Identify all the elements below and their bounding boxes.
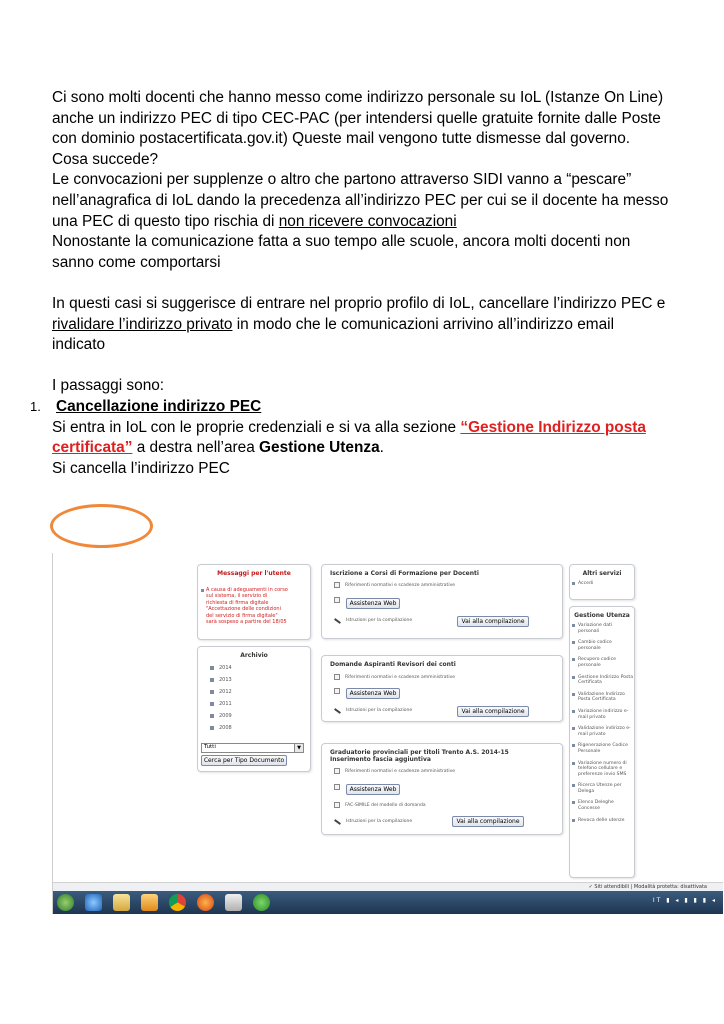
bullet-icon	[572, 676, 575, 679]
archive-year-label: 2012	[219, 689, 232, 695]
facsimile-link[interactable]	[334, 802, 426, 808]
link-label: Istruzioni per la compilazione	[346, 708, 413, 713]
menu-item[interactable]	[570, 783, 634, 794]
document-icon	[334, 768, 340, 774]
menu-item-label: Variazione indirizzo e-mail privato	[578, 708, 629, 720]
bullet-icon	[210, 690, 214, 694]
bullet-icon	[572, 784, 575, 787]
menu-item[interactable]	[570, 657, 634, 668]
archive-year[interactable]	[202, 665, 232, 677]
messages-title: Messaggi per l'utente	[217, 570, 291, 577]
archive-year[interactable]	[202, 713, 232, 725]
text-line: indicato	[52, 336, 106, 354]
text-line: con dominio postacertificata.gov.it) Queste mail vengono tutte dismesse dal governo.	[52, 130, 631, 148]
menu-item-label: Revoca delle utenze	[578, 817, 625, 823]
bullet-icon	[572, 727, 575, 730]
archive-title: Archivio	[240, 652, 268, 659]
archive-panel	[197, 646, 311, 772]
archive-year-label: 2008	[219, 725, 232, 731]
internet-explorer-icon[interactable]	[85, 894, 102, 911]
assistenza-web-button[interactable]: Assistenza Web	[346, 784, 400, 795]
outlook-icon[interactable]	[141, 894, 158, 911]
regulations-link[interactable]	[334, 674, 455, 680]
help-icon	[334, 688, 340, 694]
archive-year[interactable]	[202, 725, 232, 737]
underlined-text: rivalidare l’indirizzo privato	[52, 315, 233, 333]
text-line	[52, 438, 682, 459]
auditors-panel	[321, 655, 563, 722]
language-indicator[interactable]: IT	[652, 897, 663, 904]
link-label: Istruzioni per la compilazione	[346, 819, 413, 824]
regulations-link[interactable]	[334, 768, 455, 774]
panel-title: Graduatorie provinciali per titoli Trento A.S. 2014-15 Inserimento fascia aggiuntiva	[330, 749, 509, 763]
menu-item-pec-management[interactable]	[570, 675, 634, 686]
menu-item-label: Cambio codice personale	[578, 640, 612, 651]
bold-text: Gestione Utenza	[259, 439, 380, 457]
bullet-icon	[210, 666, 214, 670]
menu-item[interactable]	[570, 640, 634, 651]
step-title: Cancellazione indirizzo PEC	[56, 397, 262, 415]
text-line: Nonostante la comunicazione fatta a suo tempo alle scuole, ancora molti docenti non	[52, 233, 631, 251]
text-line: Le convocazioni per supplenze o altro che partono attraverso SIDI vanno a “pescare”	[52, 171, 632, 189]
text-line: sanno come comportarsi	[52, 253, 221, 271]
instructions-link[interactable]	[334, 708, 412, 713]
assistenza-web-button[interactable]: Assistenza Web	[346, 688, 400, 699]
assistenza-web-button[interactable]: Assistenza Web	[346, 598, 400, 609]
archive-year-label: 2014	[219, 665, 232, 671]
underlined-text: non ricevere convocazioni	[278, 212, 457, 230]
menu-item-label: Validazione indirizzo e-mail privato	[578, 726, 631, 737]
link-label: Riferimenti normativi e scadenze amministrative	[345, 674, 456, 680]
text-line: Cosa succede?	[52, 150, 159, 168]
menu-item[interactable]	[570, 726, 634, 737]
pencil-icon	[334, 618, 341, 624]
chevron-down-icon[interactable]: ▼	[294, 744, 303, 752]
select-value: Tutti	[204, 744, 216, 750]
bullet-icon	[572, 710, 575, 713]
link-label: Istruzioni per la compilazione	[346, 618, 413, 623]
menu-item-label: Validazione Indirizzo Posta Certificata	[578, 691, 625, 703]
text-line: In questi casi si suggerisce di entrare nel proprio profilo di IoL, cancellare l’indirizzo PEC e	[52, 294, 666, 312]
text-line: Si cancella l’indirizzo PEC	[52, 459, 230, 477]
instructions-link[interactable]	[334, 819, 412, 824]
menu-item-label: Elenco Deleghe Concesse	[578, 800, 614, 812]
link-label: Accedi	[578, 581, 594, 586]
bullet-icon	[210, 678, 214, 682]
other-services-panel	[569, 564, 635, 600]
text-line	[52, 315, 682, 336]
rankings-panel	[321, 743, 563, 835]
step-heading	[30, 397, 682, 418]
bullet-icon	[210, 702, 214, 706]
panel-title: Iscrizione a Corsi di Formazione per Docenti	[330, 570, 479, 577]
archive-year[interactable]	[202, 701, 232, 713]
archive-year-label: 2009	[219, 713, 232, 719]
menu-item[interactable]	[570, 709, 634, 720]
bullet-icon	[572, 819, 575, 822]
text-line	[52, 212, 682, 233]
embedded-screenshot	[52, 553, 722, 914]
file-explorer-icon[interactable]	[113, 894, 130, 911]
menu-item[interactable]	[570, 800, 634, 811]
archive-list	[202, 665, 232, 737]
bullet-icon	[572, 658, 575, 661]
menu-item-label: Variazione dati personali	[578, 623, 613, 634]
menu-item[interactable]	[570, 743, 634, 754]
regulations-link[interactable]	[334, 582, 455, 588]
bullet-icon	[572, 582, 575, 585]
panel-title: Gestione Utenza	[574, 612, 630, 619]
document-icon	[334, 802, 340, 808]
menu-item[interactable]	[570, 818, 634, 824]
search-by-type-button[interactable]: Cerca per Tipo Documento	[201, 755, 287, 766]
help-icon	[334, 597, 340, 603]
bullet-icon	[572, 641, 575, 644]
pencil-icon	[334, 708, 341, 714]
help-icon	[334, 784, 340, 790]
menu-item-label: Variazione numero di telefono cellulare e preferenze invio SMS	[578, 760, 627, 777]
text-span: .	[379, 439, 384, 457]
menu-item-label: Rigenerazione Codice Personale	[578, 743, 628, 754]
bullet-icon	[210, 726, 214, 730]
text-span: in modo che le comunicazioni arrivino all’indirizzo email	[232, 315, 614, 333]
pencil-icon	[334, 819, 341, 825]
bullet-icon	[572, 744, 575, 747]
bullet-icon	[572, 693, 575, 696]
link-label: Riferimenti normativi e scadenze amministrative	[345, 768, 456, 774]
start-button-icon[interactable]	[57, 894, 74, 911]
assist-row	[334, 784, 340, 790]
bullet-icon	[572, 624, 575, 627]
text-line: nell’anagrafica di IoL dando la precedenza all’indirizzo PEC per cui se il docente ha messo	[52, 191, 669, 209]
text-line: anche un indirizzo PEC di tipo CEC-PAC (per intendersi quelle gratuite fornite dalle Poste	[52, 109, 661, 127]
text-line: I passaggi sono:	[52, 377, 165, 395]
step-number: 1.	[30, 398, 41, 414]
text-span: una PEC di questo tipo rischia di	[52, 212, 279, 230]
menu-item-label: Gestione Indirizzo Posta Certificata	[578, 674, 634, 686]
messages-text: A causa di adeguamenti in corso sul sistema, il servizio di richiesta di firma digitale "Accettazione delle condizioni del servizio di firma digitale" sarà sospeso a partire del 18/05	[206, 587, 288, 626]
highlight-link: “Gestione Indirizzo posta	[460, 418, 646, 436]
system-tray: IT ▮ ◂ ▮ ▮ ▮ ◂	[652, 897, 717, 904]
instructions-link[interactable]	[334, 618, 412, 623]
firefox-icon[interactable]	[197, 894, 214, 911]
user-management-panel	[569, 606, 635, 878]
archive-year[interactable]	[202, 677, 232, 689]
document-icon	[334, 582, 340, 588]
text-line: Ci sono molti docenti che hanno messo come indirizzo personale su IoL (Istanze On Line)	[52, 89, 664, 106]
panel-title: Domande Aspiranti Revisori dei conti	[330, 661, 456, 668]
text-span: a destra nell’area	[132, 439, 260, 457]
go-to-form-button[interactable]: Vai alla compilazione	[457, 706, 529, 717]
bullet-icon	[201, 589, 204, 592]
chrome-icon[interactable]	[169, 894, 186, 911]
course-enrollment-panel	[321, 564, 563, 639]
panel-title: Altri servizi	[582, 570, 622, 577]
text-span: Si entra in IoL con le proprie credenziali e si va alla sezione	[52, 418, 461, 436]
browser-status-bar	[53, 882, 723, 891]
go-to-form-button[interactable]: Vai alla compilazione	[452, 816, 524, 827]
bullet-icon	[210, 714, 214, 718]
archive-year[interactable]	[202, 689, 232, 701]
link-label: FAC-SIMILE del modello di domanda	[345, 802, 426, 808]
bullet-icon	[572, 762, 575, 765]
document-type-select[interactable]	[201, 743, 304, 753]
link-label: Riferimenti normativi e scadenze amministrative	[345, 582, 456, 588]
login-link[interactable]	[570, 581, 634, 587]
menu-item[interactable]	[570, 692, 634, 703]
menu-item-label: Ricerca Utenze per Delega	[578, 783, 622, 794]
calculator-icon[interactable]	[225, 894, 242, 911]
menu-item[interactable]	[570, 761, 634, 778]
go-to-form-button[interactable]: Vai alla compilazione	[457, 616, 529, 627]
menu-item[interactable]	[570, 623, 634, 634]
app-icon[interactable]	[253, 894, 270, 911]
document-body	[30, 88, 682, 479]
text-line	[52, 418, 682, 439]
windows-taskbar	[53, 891, 723, 914]
highlight-oval	[50, 504, 153, 548]
menu-item-label: Recupero codice personale	[578, 657, 616, 668]
highlight-link: certificata”	[52, 439, 133, 457]
status-text: ✓ Siti attendibili | Modalità protetta: disattivata	[588, 884, 707, 890]
archive-year-label: 2013	[219, 677, 232, 683]
assist-row	[334, 597, 340, 603]
messages-panel	[197, 564, 311, 640]
bullet-icon	[572, 801, 575, 804]
archive-year-label: 2011	[219, 701, 232, 707]
assist-row	[334, 688, 340, 694]
document-icon	[334, 674, 340, 680]
